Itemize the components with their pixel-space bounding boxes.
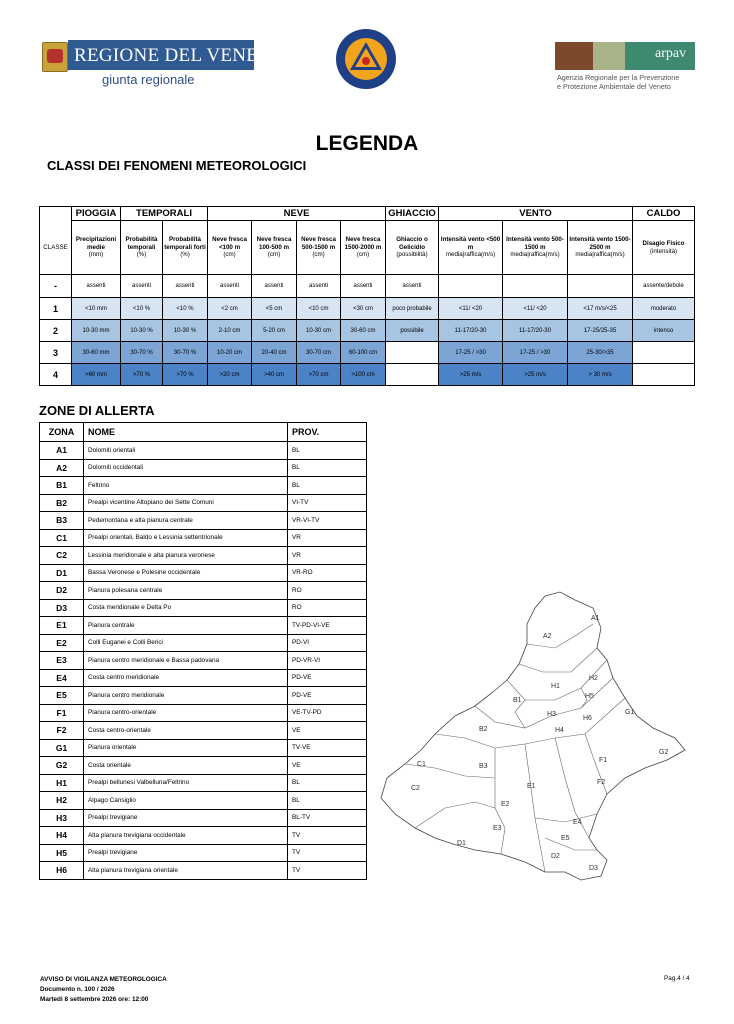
zone-code: C2 — [40, 547, 84, 565]
protezione-civile-logo — [335, 28, 397, 90]
classi-cell: assenti — [208, 275, 252, 298]
classi-cell: <17 m/s/<25 — [568, 298, 633, 320]
zone-name: Dolomiti orientali — [84, 442, 288, 460]
group-neve: NEVE — [208, 207, 386, 221]
zone-province: VE-TV-PD — [288, 704, 367, 722]
classi-cell: 10-20 cm — [208, 342, 252, 364]
col-header-3: Neve fresca <100 m (cm) — [208, 221, 252, 275]
zone-row — [40, 652, 367, 670]
col-header-11: Disagio Fisico (intensità) — [633, 221, 695, 275]
map-label-a1: A1 — [591, 615, 600, 622]
arpav-desc-line-2: e Protezione Ambientale del Veneto — [557, 82, 671, 91]
classi-cell: <10 % — [163, 298, 208, 320]
zone-name: Pianura centrale — [84, 617, 288, 635]
zone-row — [40, 722, 367, 740]
zone-province: VR-VI-TV — [288, 512, 367, 530]
zone-code: H5 — [40, 844, 84, 862]
classi-row — [40, 320, 695, 342]
zone-code: C1 — [40, 529, 84, 547]
map-label-e2: E2 — [501, 801, 510, 808]
col-header-1: Probabilità temporali (%) — [121, 221, 163, 275]
lion-icon — [47, 49, 63, 63]
veneto-title: REGIONE DEL VENETO — [74, 45, 284, 66]
zone-province: BL — [288, 459, 367, 477]
footer-date: Martedì 8 settembre 2026 ore: 12:00 — [40, 996, 149, 1003]
page-number: Pag.4 / 4 — [664, 975, 690, 982]
classi-cell: assenti — [121, 275, 163, 298]
map-label-h4: H4 — [555, 727, 564, 734]
map-label-e5: E5 — [561, 835, 570, 842]
map-label-f1: F1 — [599, 757, 608, 764]
classi-cell: 30-70 % — [121, 342, 163, 364]
arpav-desc-line-1: Agenzia Regionale per la Prevenzione — [557, 73, 680, 82]
zone-name: Costa centro-orientale — [84, 722, 288, 740]
classi-cell: 10-30 % — [163, 320, 208, 342]
classi-cell: 30-60 mm — [72, 342, 121, 364]
classi-cell: 11-17/20-30 — [503, 320, 568, 342]
region-outline — [381, 592, 685, 880]
zone-name: Prealpi trevigiane — [84, 844, 288, 862]
classi-class-cell: - — [40, 275, 72, 298]
zone-code: E1 — [40, 617, 84, 635]
zone-province: VR-RO — [288, 564, 367, 582]
zone-header-zona: ZONA — [40, 423, 84, 442]
zone-code: H1 — [40, 774, 84, 792]
zone-code: H2 — [40, 792, 84, 810]
zone-code: A2 — [40, 459, 84, 477]
classi-cell: >70 % — [121, 364, 163, 386]
group-ghiaccio: GHIACCIO — [386, 207, 439, 221]
veneto-title-box — [68, 40, 284, 70]
zone-title: ZONE DI ALLERTA — [39, 403, 155, 418]
zone-table — [39, 422, 367, 880]
classi-row — [40, 342, 695, 364]
classi-cell: >60 mm — [72, 364, 121, 386]
zone-name: Colli Euganei e Colli Berici — [84, 634, 288, 652]
zone-name: Pianura orientale — [84, 739, 288, 757]
classi-cell: >70 % — [163, 364, 208, 386]
classi-cell: 30-60 cm — [341, 320, 386, 342]
classi-cell: 10-30 mm — [72, 320, 121, 342]
classi-cell: 25-30/>35 — [568, 342, 633, 364]
classi-cell: assenti — [341, 275, 386, 298]
classi-cell: 17-25 / >30 — [503, 342, 568, 364]
veneto-emblem-icon — [42, 42, 68, 72]
zone-code: G2 — [40, 757, 84, 775]
classi-cell: 30-70 % — [163, 342, 208, 364]
classi-cell: assenti — [252, 275, 297, 298]
col-header-0: Precipitazioni medie (mm) — [72, 221, 121, 275]
zone-province: PD-VE — [288, 687, 367, 705]
classi-cell: >20 cm — [208, 364, 252, 386]
classi-class-cell: 1 — [40, 298, 72, 320]
classe-header: CLASSE — [40, 221, 72, 275]
zone-row — [40, 827, 367, 845]
zone-row — [40, 739, 367, 757]
zone-row — [40, 704, 367, 722]
classi-cell: 30-70 cm — [297, 342, 341, 364]
col-header-9: Intensità vento 500-1500 m media|raffica(m/s) — [503, 221, 568, 275]
map-label-d2: D2 — [551, 853, 560, 860]
map-label-b2: B2 — [479, 726, 488, 733]
classi-cell: 10-30 % — [121, 320, 163, 342]
classi-cell: 11-17/20-30 — [439, 320, 503, 342]
classi-cell: intenso — [633, 320, 695, 342]
zone-code: E4 — [40, 669, 84, 687]
zone-row — [40, 599, 367, 617]
map-label-h6: H6 — [583, 715, 592, 722]
zone-row — [40, 547, 367, 565]
zone-code: H4 — [40, 827, 84, 845]
zone-province: TV — [288, 827, 367, 845]
classi-table — [39, 206, 695, 386]
map-label-h3: H3 — [547, 711, 556, 718]
footer-title: AVVISO DI VIGILANZA METEOROLOGICA — [40, 976, 167, 983]
zone-row — [40, 494, 367, 512]
classi-cell: <2 cm — [208, 298, 252, 320]
zone-province: RO — [288, 582, 367, 600]
zone-header-prov: PROV. — [288, 423, 367, 442]
map-label-f2: F2 — [597, 779, 606, 786]
veneto-subtitle: giunta regionale — [102, 72, 195, 87]
zone-code: E3 — [40, 652, 84, 670]
zone-row — [40, 669, 367, 687]
zone-name: Costa meridionale e Delta Po — [84, 599, 288, 617]
zone-row — [40, 529, 367, 547]
zone-code: E5 — [40, 687, 84, 705]
zone-name: Pianura polesana centrale — [84, 582, 288, 600]
zone-code: B2 — [40, 494, 84, 512]
zone-province: TV-PD-VI-VE — [288, 617, 367, 635]
classi-cell: <10 mm — [72, 298, 121, 320]
map-svg — [375, 588, 687, 900]
zone-code: B1 — [40, 477, 84, 495]
empty-corner — [40, 207, 72, 221]
zone-row — [40, 582, 367, 600]
classi-cell: moderato — [633, 298, 695, 320]
zone-row — [40, 512, 367, 530]
zone-province: VI-TV — [288, 494, 367, 512]
map-label-h1: H1 — [551, 683, 560, 690]
zone-province: BL — [288, 774, 367, 792]
zone-code: H3 — [40, 809, 84, 827]
group-vento: VENTO — [439, 207, 633, 221]
zone-code: F1 — [40, 704, 84, 722]
map-label-c1: C1 — [417, 761, 426, 768]
classi-cell — [386, 364, 439, 386]
zone-row — [40, 757, 367, 775]
zone-row — [40, 459, 367, 477]
map-label-e1: E1 — [527, 783, 536, 790]
group-pioggia: PIOGGIA — [72, 207, 121, 221]
group-caldo: CALDO — [633, 207, 695, 221]
zone-name: Dolomiti occidentali — [84, 459, 288, 477]
classi-cell: <10 % — [121, 298, 163, 320]
map-label-b3: B3 — [479, 763, 488, 770]
classi-cell: <10 cm — [297, 298, 341, 320]
classi-cell: 5-20 cm — [252, 320, 297, 342]
group-temporali: TEMPORALI — [121, 207, 208, 221]
classi-cell: assenti — [72, 275, 121, 298]
col-header-10: Intensità vento 1500-2500 m media|raffica(m/s) — [568, 221, 633, 275]
classi-class-cell: 3 — [40, 342, 72, 364]
zone-row — [40, 844, 367, 862]
zone-code: D3 — [40, 599, 84, 617]
zone-code: F2 — [40, 722, 84, 740]
zone-row — [40, 617, 367, 635]
classi-cell: possibile — [386, 320, 439, 342]
arpav-logo — [555, 42, 705, 94]
zone-province: VE — [288, 757, 367, 775]
zone-name: Bassa Veronese e Polesine occidentale — [84, 564, 288, 582]
map-label-d3: D3 — [589, 865, 598, 872]
classi-row — [40, 364, 695, 386]
zone-name: Lessinia meridionale e alta pianura veronese — [84, 547, 288, 565]
arpav-landscape-icon — [593, 42, 625, 70]
col-header-8: Intensità vento <500 m media|raffica(m/s) — [439, 221, 503, 275]
classi-cell: <11/ <20 — [503, 298, 568, 320]
zone-row — [40, 442, 367, 460]
zone-province: VR — [288, 529, 367, 547]
classi-cell: poco probabile — [386, 298, 439, 320]
classi-cell: >25 m/s — [503, 364, 568, 386]
classi-cell: > 30 m/s — [568, 364, 633, 386]
classi-cell: assenti — [297, 275, 341, 298]
arpav-description — [557, 73, 679, 91]
col-header-5: Neve fresca 500-1500 m (cm) — [297, 221, 341, 275]
classi-cell: 60-100 cm — [341, 342, 386, 364]
zone-province: BL — [288, 477, 367, 495]
classi-cell: 17-25/25-35 — [568, 320, 633, 342]
classi-cell: 20-40 cm — [252, 342, 297, 364]
classi-cell — [568, 275, 633, 298]
col-header-6: Neve fresca 1500-2000 m (cm) — [341, 221, 386, 275]
classi-class-cell: 4 — [40, 364, 72, 386]
zone-name: Pianura centro-orientale — [84, 704, 288, 722]
zone-name: Prealpi bellunesi Valbelluna/Feltrino — [84, 774, 288, 792]
map-label-c2: C2 — [411, 785, 420, 792]
zone-code: D2 — [40, 582, 84, 600]
zone-row — [40, 564, 367, 582]
zone-name: Costa orientale — [84, 757, 288, 775]
classi-row — [40, 275, 695, 298]
zone-code: A1 — [40, 442, 84, 460]
classi-cell: >40 cm — [252, 364, 297, 386]
map-label-b1: B1 — [513, 697, 522, 704]
zone-province: PD-VE — [288, 669, 367, 687]
zone-province: TV-VE — [288, 739, 367, 757]
zone-body — [40, 442, 367, 880]
classi-cell: assenti — [386, 275, 439, 298]
map-label-g1: G1 — [625, 709, 635, 716]
map-label-h2: H2 — [589, 675, 598, 682]
zone-province: PD-VI — [288, 634, 367, 652]
zone-name: Pianura centro meridionale e Bassa padovana — [84, 652, 288, 670]
zone-row — [40, 792, 367, 810]
classi-title: CLASSI DEI FENOMENI METEOROLOGICI — [47, 158, 307, 173]
zone-name: Prealpi trevigiane — [84, 809, 288, 827]
zone-row — [40, 862, 367, 880]
zone-name: Pianura centro meridionale — [84, 687, 288, 705]
classi-cell: 2-10 cm — [208, 320, 252, 342]
map-label-d1: D1 — [457, 840, 466, 847]
zone-header-nome: NOME — [84, 423, 288, 442]
map-label-h5: H5 — [585, 693, 594, 700]
zone-row — [40, 774, 367, 792]
classi-cell: <11/ <20 — [439, 298, 503, 320]
zone-name: Alpago Cansiglio — [84, 792, 288, 810]
zone-province: TV — [288, 862, 367, 880]
classi-cell: assente/debole — [633, 275, 695, 298]
zone-code: H6 — [40, 862, 84, 880]
classi-body — [40, 275, 695, 386]
classi-cell — [633, 342, 695, 364]
regione-veneto-logo — [42, 40, 284, 92]
map-label-a2: A2 — [543, 633, 552, 640]
zone-province: TV — [288, 844, 367, 862]
arpav-name: arpav — [655, 46, 687, 61]
map-label-g2: G2 — [659, 749, 669, 756]
zone-province: BL-TV — [288, 809, 367, 827]
zone-row — [40, 634, 367, 652]
zone-code: G1 — [40, 739, 84, 757]
classi-cell: <5 cm — [252, 298, 297, 320]
zone-code: B3 — [40, 512, 84, 530]
classi-class-cell: 2 — [40, 320, 72, 342]
zone-province: BL — [288, 442, 367, 460]
zone-province: BL — [288, 792, 367, 810]
classi-cell — [439, 275, 503, 298]
arpav-lion-icon — [555, 42, 593, 70]
map-label-e3: E3 — [493, 825, 502, 832]
zone-province: PD-VR-VI — [288, 652, 367, 670]
zone-province: RO — [288, 599, 367, 617]
zone-name: Prealpi vicentine Altopiano dei Sette Comuni — [84, 494, 288, 512]
zone-name: Alta pianura trevigiana occidentale — [84, 827, 288, 845]
col-header-7: Ghiaccio o Gelicidio (possibilità) — [386, 221, 439, 275]
classi-cell: <30 cm — [341, 298, 386, 320]
classi-cell — [386, 342, 439, 364]
classi-cell: >25 m/s — [439, 364, 503, 386]
zone-row — [40, 477, 367, 495]
col-header-2: Probabilità temporali forti (%) — [163, 221, 208, 275]
map-label-e4: E4 — [573, 819, 582, 826]
zone-code: D1 — [40, 564, 84, 582]
zone-name: Feltrino — [84, 477, 288, 495]
col-header-4: Neve fresca 100-500 m (cm) — [252, 221, 297, 275]
footer-document: Documento n. 100 / 2026 — [40, 986, 115, 993]
zone-row — [40, 809, 367, 827]
classi-row — [40, 298, 695, 320]
classi-cell: >100 cm — [341, 364, 386, 386]
veneto-zones-map — [375, 588, 687, 900]
zone-name: Alta pianura trevigiana orientale — [84, 862, 288, 880]
classi-cell: >70 cm — [297, 364, 341, 386]
protezione-civile-icon — [335, 28, 397, 90]
legenda-title: LEGENDA — [315, 132, 419, 155]
zone-name: Prealpi orientali, Baldo e Lessinia settentrionale — [84, 529, 288, 547]
zone-row — [40, 687, 367, 705]
zone-name: Costa centro meridionale — [84, 669, 288, 687]
classi-cell — [503, 275, 568, 298]
classi-cell: 10-30 cm — [297, 320, 341, 342]
zone-code: E2 — [40, 634, 84, 652]
zone-province: VR — [288, 547, 367, 565]
classi-cell — [633, 364, 695, 386]
zone-province: VE — [288, 722, 367, 740]
classi-cell: 17-25 / >30 — [439, 342, 503, 364]
zone-name: Pedemontana e alta pianura centrale — [84, 512, 288, 530]
footer — [40, 975, 167, 1005]
classi-cell: assenti — [163, 275, 208, 298]
